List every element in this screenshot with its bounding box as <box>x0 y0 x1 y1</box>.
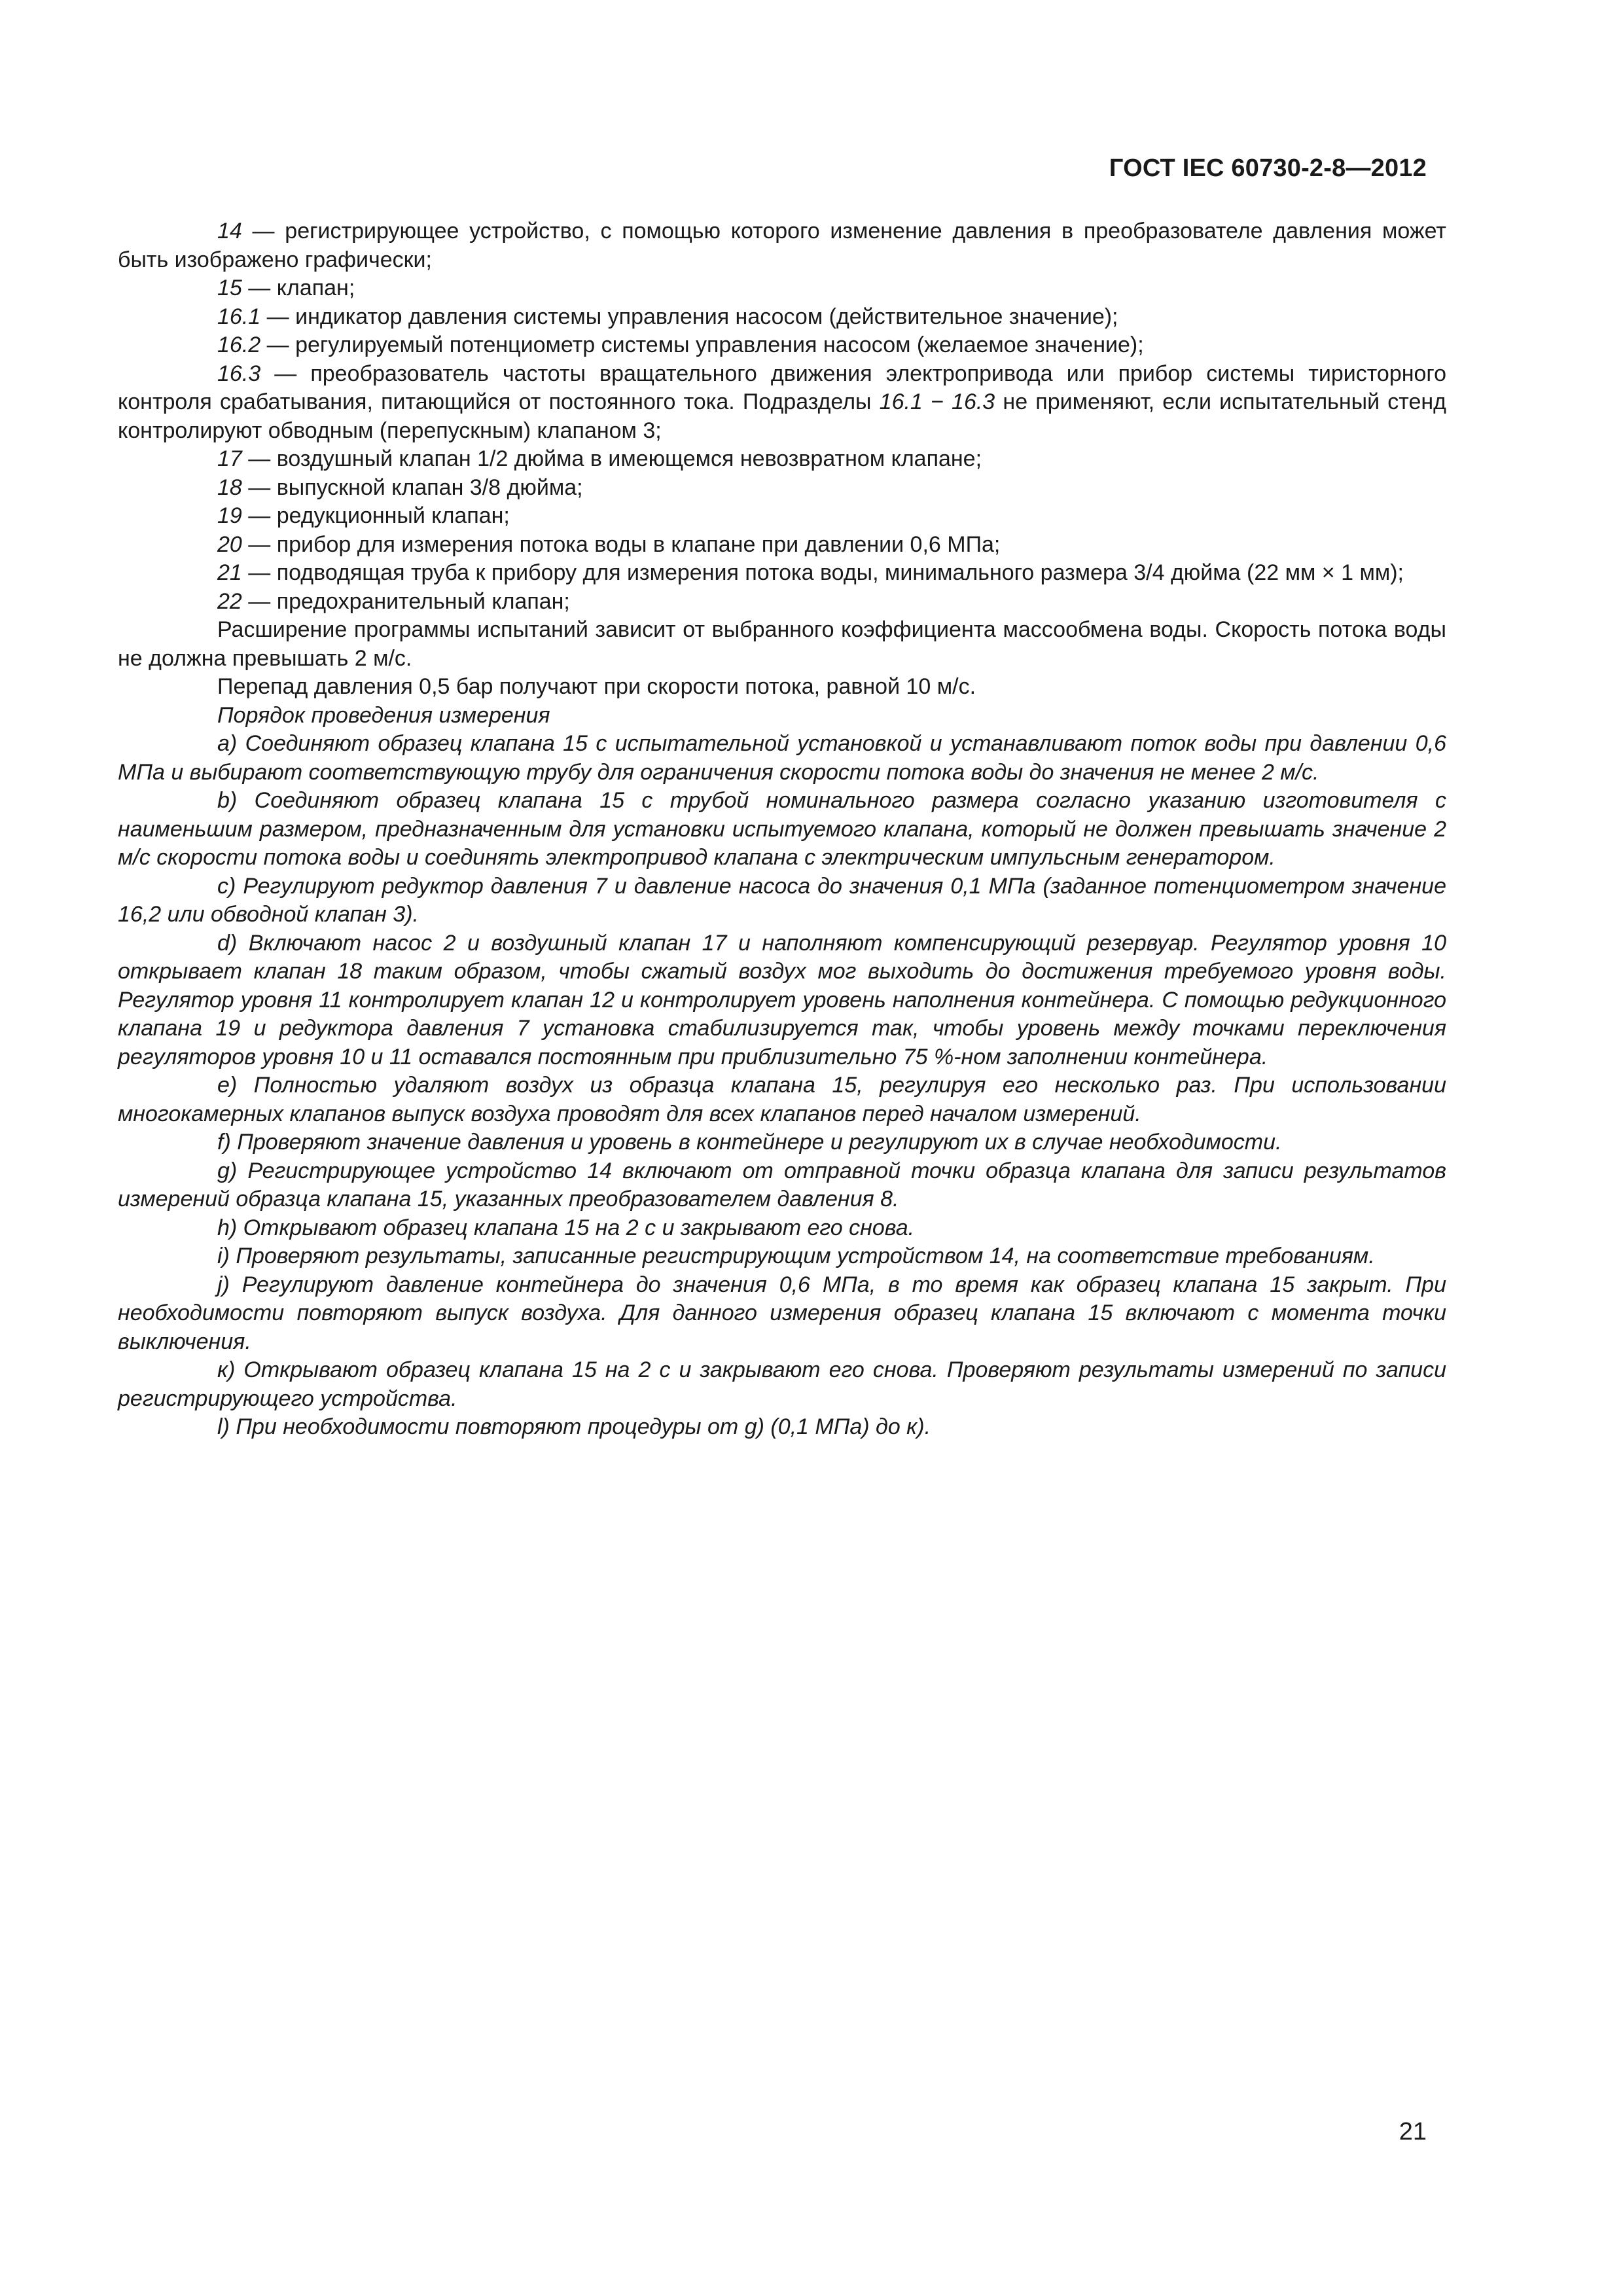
legend-text: — регистрирующее устройство, с помощью которого изменение давления в преобразователе давления может быть изображено графически; <box>118 219 1446 272</box>
legend-text: — прибор для измерения потока воды в клапане при давлении 0,6 МПа; <box>241 531 1001 557</box>
procedure-step-b: b) Соединяют образец клапана 15 с трубой номинального размера согласно указанию изготовителя с наименьшим размером, предназначенным для установки испытуемого клапана, который не должен превышать значение 2 м/с скорости потока воды и соединять электропривод клапана с электрическим импульсным генератором. <box>118 788 1446 870</box>
legend-text: — выпускной клапан 3/8 дюйма; <box>241 475 583 500</box>
legend-item-14 <box>118 217 1446 274</box>
legend-item-22 <box>118 588 1446 617</box>
legend-item-15 <box>118 274 1446 303</box>
legend-number: 16.3 <box>217 361 261 386</box>
legend-number: 21 <box>217 560 242 585</box>
legend-text: — регулируемый потенциометр системы управления насосом (желаемое значение); <box>260 332 1144 357</box>
body-paragraph: Расширение программы испытаний зависит от выбранного коэффициента массообмена воды. Скорость потока воды не должна превышать 2 м/с. <box>118 617 1446 671</box>
legend-number: 18 <box>217 475 242 500</box>
procedure-step-h: h) Открывают образец клапана 15 на 2 с и закрывают его снова. <box>217 1215 915 1240</box>
procedure-step-d: d) Включают насос 2 и воздушный клапан 17 и наполняют компенсирующий резервуар. Регулятор уровня 10 открывает клапан 18 таким образом, чтобы сжатый воздух мог выходить до достижения требуемого уровня воды. Регулятор уровня 11 контролирует клапан 12 и контролирует уровень наполнения контейнера. С помощью редукционного клапана 19 и редуктора давления 7 установка стабилизируется так, чтобы уровень между точками переключения регуляторов уровня 10 и 11 оставался постоянным при приблизительно 75 %-ном заполнении контейнера. <box>118 930 1446 1069</box>
legend-text: — индикатор давления системы управления насосом (действительное значение); <box>260 304 1118 329</box>
page-number: 21 <box>1399 2118 1427 2145</box>
legend-item-16-1 <box>118 303 1446 332</box>
legend-reference: 16.1 − 16.3 <box>879 389 995 414</box>
procedure-title: Порядок проведения измерения <box>217 702 550 728</box>
legend-number: 19 <box>217 503 242 528</box>
procedure-step-f: f) Проверяют значение давления и уровень в контейнере и регулируют их в случае необходимости. <box>217 1130 1282 1155</box>
legend-item-18 <box>118 474 1446 503</box>
legend-item-19 <box>118 502 1446 531</box>
procedure-step-c: c) Регулируют редуктор давления 7 и давление насоса до значения 0,1 МПа (заданное потенциометром значение 16,2 или обводной клапан 3). <box>118 873 1446 927</box>
legend-number: 16.1 <box>217 304 261 329</box>
legend-item-16-3 <box>118 360 1446 446</box>
legend-item-17 <box>118 445 1446 474</box>
procedure-step-i: i) Проверяют результаты, записанные регистрирующим устройством 14, на соответствие требованиям. <box>217 1244 1375 1268</box>
legend-text: — предохранительный клапан; <box>241 588 570 614</box>
procedure-step-l: l) При необходимости повторяют процедуры от g) (0,1 МПа) до к). <box>217 1414 931 1439</box>
procedure-step-k: к) Открывают образец клапана 15 на 2 с и закрывают его снова. Проверяют результаты измерений по записи регистрирующего устройства. <box>118 1357 1446 1411</box>
legend-text: — клапан; <box>241 276 355 300</box>
procedure-step-g: g) Регистрирующее устройство 14 включают от отправной точки образца клапана для записи результатов измерений образца клапана 15, указанных преобразователем давления 8. <box>118 1158 1446 1211</box>
legend-item-16-2 <box>118 331 1446 360</box>
legend-number: 17 <box>217 446 242 471</box>
legend-item-20 <box>118 531 1446 560</box>
legend-text: — редукционный клапан; <box>241 503 510 528</box>
legend-item-21 <box>118 559 1446 588</box>
legend-text: — преобразователь частоты вращательного движения электропривода или прибор системы тиристорного контроля срабатывания, питающийся от постоянного тока. Подразделы <box>118 361 1446 414</box>
procedure-step-j: j) Регулируют давление контейнера до значения 0,6 МПа, в то время как образец клапана 15 закрыт. При необходимости повторяют выпуск воздуха. Для данного измерения образец клапана 15 включают с момента точки выключения. <box>118 1272 1446 1354</box>
legend-number: 14 <box>217 219 242 243</box>
document-header: ГОСТ IEC 60730-2-8—2012 <box>1109 154 1427 182</box>
document-body <box>118 217 1446 1442</box>
legend-number: 20 <box>217 531 242 557</box>
legend-text: — воздушный клапан 1/2 дюйма в имеющемся невозвратном клапане; <box>241 446 982 471</box>
procedure-step-e: e) Полностью удаляют воздух из образца клапана 15, регулируя его несколько раз. При использовании многокамерных клапанов выпуск воздуха проводят для всех клапанов перед началом измерений. <box>118 1073 1446 1126</box>
legend-number: 22 <box>217 588 242 614</box>
body-paragraph: Перепад давления 0,5 бар получают при скорости потока, равной 10 м/с. <box>217 674 976 699</box>
legend-text: — подводящая труба к прибору для измерения потока воды, минимального размера 3/4 дюйма (22 мм × 1 мм); <box>241 560 1404 585</box>
legend-number: 16.2 <box>217 332 261 357</box>
legend-number: 15 <box>217 276 242 300</box>
legend-text-tail: не применяют, если испытательный стенд контролируют обводным (перепускным) клапаном 3; <box>118 389 1446 443</box>
procedure-step-a: a) Соединяют образец клапана 15 с испытательной установкой и устанавливают поток воды при давлении 0,6 МПа и выбирают соответствующую трубу для ограничения скорости потока воды до значения не менее 2 м/с. <box>118 731 1446 785</box>
